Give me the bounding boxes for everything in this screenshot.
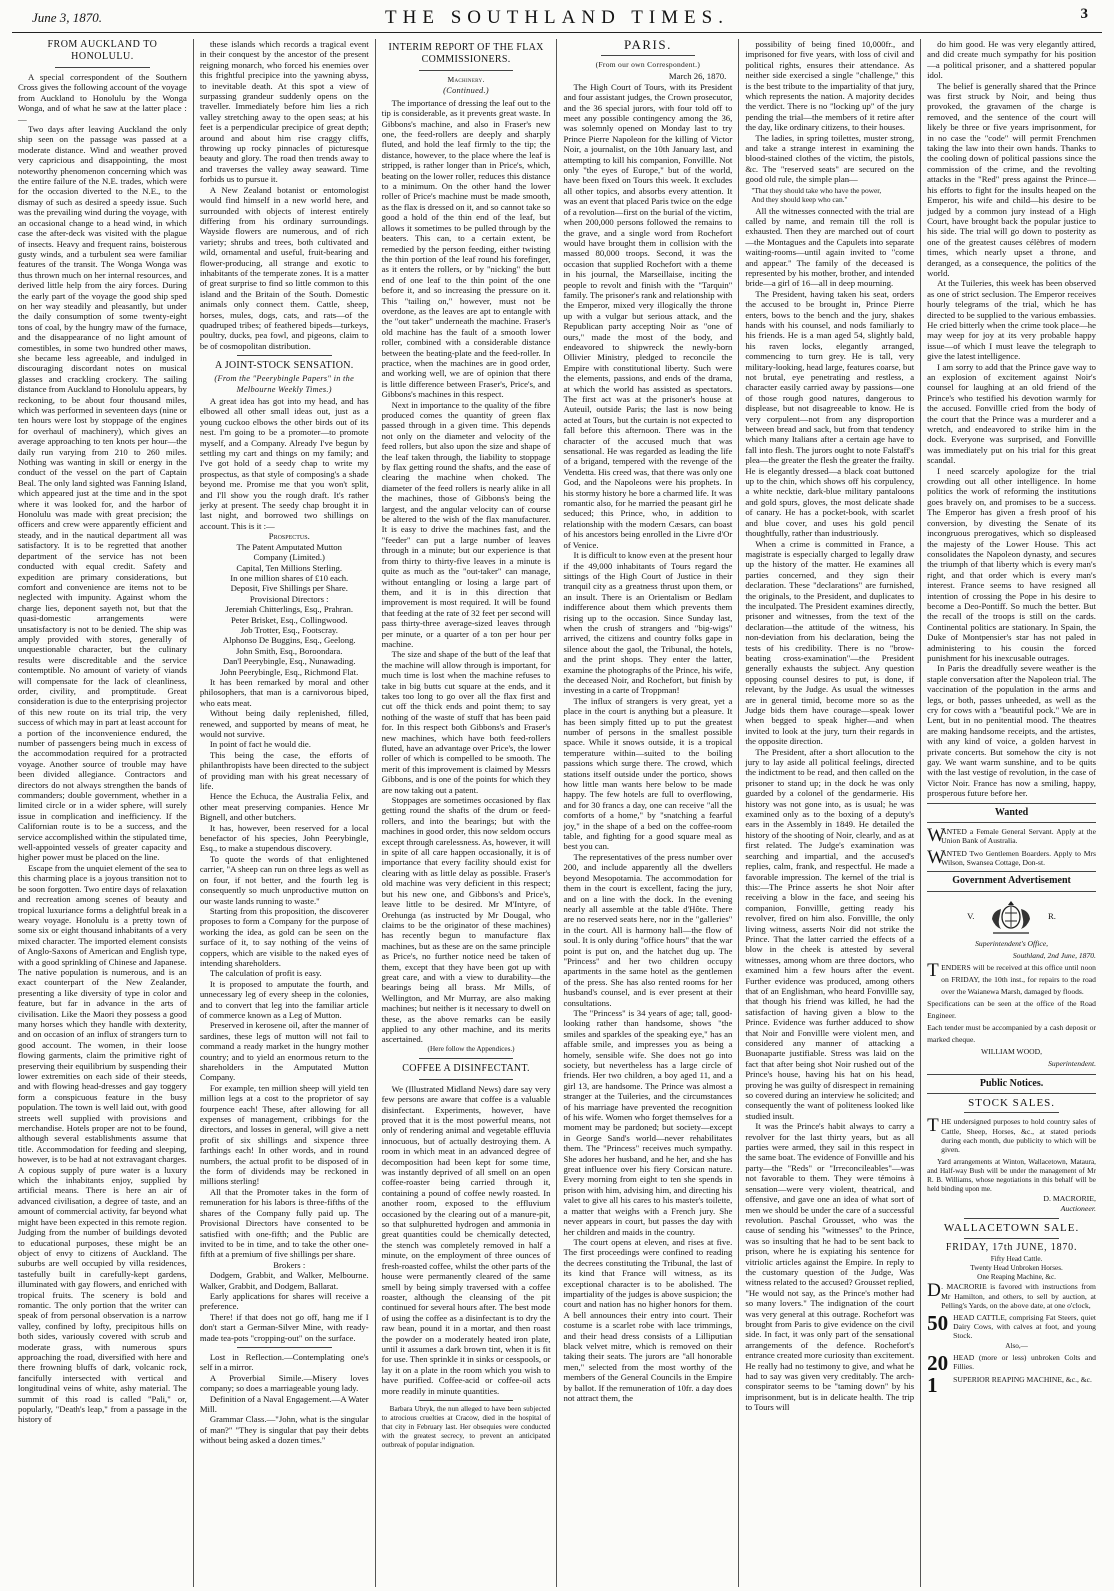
paragraph: Job Trotter, Esq., Footscray. xyxy=(240,624,338,635)
paragraph: Early applications for shares will receive a preference. xyxy=(199,1290,369,1312)
lot-item xyxy=(927,1313,1096,1340)
paragraph: Stoppages are sometimes occasioned by flax getting round the shafts of the drum or feed-rollers, and into the bearings; but with the machines in good order, this now seldom occurs except through carelessness. As, however, it will in spite of all care happen occasionally, it is of importance that every facility should exist for clearing with as little delay as possible. Fraser's old machine was very deficient in this respect; but his new one, and Gibbons's and Price's, leave little to be desired. Mr M'Intyre, of Orehunga (as instructed by Mr Dougal, who claims to be the originator of these machines) has recently begun to manufacture flax machines, but as these are on the same principle as Price's, no further notice need be taken of them, except that they have been got up with great care, and with a view to durability—the bearings being all brass. Mr Mills, of Wellington, and Mr Murray, are also making machines; but neither is it necessary to dwell on these, as the above remarks can be easily applied to any other machine, and its merits ascertained. xyxy=(381,795,551,1045)
paragraph: There! if that does not go off, hang me if I don't start a German-Silver Mine, with ready-made tea-pots "cropping-out" on the surface. xyxy=(199,1311,369,1343)
paragraph: When a crime is committed in France, a magistrate is especially charged to legally draw up the history of the matter. He examines all parties concerned, and they sign their declaration. These "declarations" are furnished, the originals, to the President, and duplicates to the inculpated. The President examines directly, prisoner and witnesses, from the text of the declaration—the attitude of the witness, his non-deviation from his declaration, being the tests of his credibility. There is no "brow-beating cross-examination"—the President generally exhausts the subject. Any question opposing counsel desires to put, is done, if relevant, by the Judge. As usual the witnesses are in general timid, become more so as the Judge bids them have courage—speak lower when begged to speak higher—and when invited to look at the jury, turn their regards in the opposite direction. xyxy=(745,538,915,747)
paragraph: Starting from this proposition, the discoverer proposes to form a Company for the purpose of working the idea, as gold can be seen on the surface of it, to say nothing of the veins of coppers, which are visible to the naked eyes of intending shareholders. xyxy=(199,905,369,968)
macrorie-title: Auctioneer. xyxy=(1060,1204,1096,1214)
article-auckland-continued xyxy=(200,39,369,351)
paragraph: Capital, Ten Millions Sterling. xyxy=(236,562,343,573)
instructions-text: . MACRORIE is favored with instructions from Mr Hamilton, and others, to sell by auction, at Pelling's Yards, on the above date, at one o'clock, xyxy=(941,1282,1096,1310)
government-date: Southland, 2nd June, 1870. xyxy=(1012,950,1096,960)
paragraph: All that the Promoter takes in the form of remuneration for his labors is three-fifths of the shares of the Company fully paid up. The Provisional Directors have consented to be satisfied with one-fifth; and the Public are invited to be in time, and to take the other one-fifth at a premium of five shillings per share. xyxy=(199,1186,369,1260)
paragraph: In Paris the dreadfully severe weather is the staple conversation after the Napoleon trial. The vaccination of the population in the arms and legs, or both, passes unheeded, as well as the cry for cows with a "beautiful pock." We are in Lent, but in no penitential mood. The theatres are making handsome receipts, and the artistes, with any kind of voice, a golden harvest in private concerts. But somehow the city is not gay. We want warm sunshine, and to be quits with the last vestige of revolution, in the case of Victor Noir. France has now a smiling, happy, prosperous future before her. xyxy=(927,663,1096,799)
paragraph: Fifty Head Cattle. xyxy=(990,1255,1043,1264)
paragraph: We (Illustrated Midland News) dare say very few persons are aware that coffee is a valuable disinfectant. Experiments, however, have proved that it is the most powerful means, not only of rendering animal and vegetable effluvia innocuous, but of actually destroying them. A room in which meat in an advanced degree of decomposition had been kept for some time, was instantly deprived of all smell on an open coffee-roaster being carried through it, containing a pound of coffee newly roasted. In another room, exposed to the effluvium occasioned by the clearing out of a manure-pit, so that sulphuretted hydrogen and ammonia in great quantities could be chemically detected, the stench was completely removed in half a minute, on the employment of three ounces of fresh-roasted coffee, whilst the other parts of the house were permanently cleared of the same smell by being simply traversed with a coffee roaster, although the cleansing of the pit continued for several hours after. The best mode of using the coffee as a disinfectant is to dry the raw bean, pound it in a mortar, and then roast the powder on a moderately heated iron plate, until it assumes a dark brown tint, when it is fit for use. Then sprinkle it in sinks or cesspools, or lay it on a plate in the room which you wish to have purified. Coffee-acid or coffee-oil acts more readily in minute quantities. xyxy=(381,1083,551,1396)
footnote-ubryk xyxy=(382,1405,551,1450)
paragraph: It has been remarked by moral and other philosophers, that man is a carnivorous biped, who eats meat. xyxy=(199,676,369,708)
yard-arrangements: Yard arrangements at Winton, Wallacetown, Mataura, and Half-way Bush will be under the management of Mr R. B. Williams, whose negotiations in this behalf will be held binding upon me. xyxy=(927,1157,1096,1193)
flax-continued: (Continued.) xyxy=(443,86,489,96)
paris-body xyxy=(563,82,732,1404)
paragraph: The High Court of Tours, with its President and four assistant judges, the Crown prosecutor, and the 36 special jurors, with four told off to meet any possible contingency among the 36, was solemnly opened on Monday last to try Prince Pierre Napoleon for the killing of Victor Noir, a journalist, on the 10th January last, and attempting to kill his companion, Fonvillle. Not only "the eyes of Europe," but of the world, have been fixed on Tours this week. It excludes all other topics, and absorbs every attention. It was an event that placed Paris twice on the edge of a revolution—first on the burial of the victim, when 200,000 persons followed the remains to the grave, and a single word from Rochefort would have brought them in collision with the massed 80,000 troops. Second, it was the occasion that supplied Rochefort with a theme in his journal, the Marseillaise, inciting the people to revolt and finish with the "Tarquin" family. The prisoner's rank and relationship with the Emperor, mixed very illogically the throne up with a vulgar but serious attack, and the Republican party accepting Noir as "one of ours," made the most of the body, and endeavored to shipwreck the newly-born Ollivier Ministry, pledged to reconcile the Empire with constitutional liberty. Such were the elements, passions, and ends of the drama, at which the world has assisted as spectators. The first act was at the prisoner's house at Auteuil, outside Paris; the last is now being acted at Tours, but the curtain is not expected to fall before this afternoon. There was in the character of the accused much that was sensational. He was regarded as leading the life of a brigand, tempered with the revenge of the Vendetta. His creed was, that there was only one God, and the Napoleons were his prophets. In his stormy history he bore a charmed life. It was romantic also, for he married the peasant girl he seduced; this Prince, who, in addition to relationship with the modern Cæsars, can boast of his ancestors being enrolled in the Livre d'Or of Venice. xyxy=(563,81,733,550)
tenders-deposit: Each tender must be accompanied by a cash deposit or marked cheque. xyxy=(927,1022,1096,1044)
issue-date: June 3, 1870. xyxy=(32,10,103,25)
paragraph: Lost in Reflection.—Contemplating one's self in a mirror. xyxy=(199,1351,369,1373)
paragraph: possibility of being fined 10,000fr., and imprisoned for five years, with loss of civil and political rights, ensures their attendance. As neither side exercised a single "challenge," this is the best tribute to the impartiality of that jury, which represents the nation. A majority decides the verdict. There is no "locking up" of the jury pending the trial—the members of it retire after the day, like ordinary citizens, to their houses. xyxy=(745,39,915,133)
lot-text: HEAD CATTLE, comprising Fat Steers, quiet Dairy Cows, with calves at foot, and young Stock. xyxy=(953,1313,1096,1341)
paragraph: John Smith, Esq., Boroondara. xyxy=(236,645,343,656)
paragraph: It was the Prince's habit always to carry a revolver for the last thirty years, but as all parties were armed, they sail in this respect in the same boat. The evidence of Fonvillle and his party—the "Reds" or "Irreconcileables"—was not favorable to them. They were témoins à sensation—were very violent, theatrical, and offensive, and gave one an idea of what sort of men we should be under the care of a successful revolution. Paschal Grousset, who was the cause of sending his "witnesses" to the Prince, was so insulting that he had to be sent back to prison, where he is expiating his sentence for vitriolic articles against the Empire. In reply to the customary question of the Judge, Was witness related to the accused? Grousset replied, "He would not say, as the Prince's mother had so many lovers." The indignation of the court was very general at this outrage. Rochefort was brought from Paris to give evidence on the civil side. In fact, it was only part of the sensational arrangements of the defence. Rochefort's entrance created more curiosity than excitement. He really had no testimony to give, and what he had to say was given very creditably. The arch-conspirator seems to be "taming down" by his imprisonment, but is in delicate health. The trip to Tours will xyxy=(745,1121,915,1413)
paragraph: To quote the words of that enlightened carrier, "A sheep can run on three legs as well as on four, if not better, and the fourth leg is consequently so much unproductive mutton on our waste lands running to waste." xyxy=(199,853,369,906)
joint-stock-source: (From the "Peerybingle Papers" in the Melbourne Weekly Times.) xyxy=(214,374,355,394)
lot-text: HEAD (more or less) unbroken Colts and Fillies. xyxy=(953,1353,1096,1372)
article-auckland-body xyxy=(18,72,187,1425)
paragraph: Next in importance to the quality of the fibre produced comes the quantity of green flax passed through in a given time. This depends not only on the diameter and velocity of the feed rollers, but also upon the size and shape of the leaf taken through, the liability to stoppage by flax getting round the shafts, and the ease of clearing the machine when choked. The diameter of the feed rollers is nearly alike in all the machines, those of Gibbons's being the largest, and the angular velocity can of course be altered to the wish of the flax manufacturer. It is easy to drive the machines fast, and the "feeder" can put a large number of leaves through in a minute; but our experience is that from thirty to thirty-five leaves in a minute is quite as much as the "out-taker" can manage, without entangling or losing a large part of them, and it is in this direction that improvement is most required. It will be found that feeding at the rate of 32 feet per second will pass thirty-three average-sized leaves through per minute, or a quarter of a ton per hour per machine. xyxy=(381,399,551,649)
page-number: 3 xyxy=(1080,6,1088,22)
also-label: Also,— xyxy=(1005,1342,1028,1351)
article-title-joint-stock: A JOINT-STOCK SENSATION. xyxy=(214,360,354,372)
paragraph: Definition of a Naval Engagement.—A Water Mill. xyxy=(199,1393,369,1414)
lot-item xyxy=(927,1351,1096,1376)
lot-text: SUPERIOR REAPING MACHINE, &c., &c. xyxy=(953,1375,1092,1385)
wanted-ad-2 xyxy=(927,846,1096,868)
tenders-spec: Specifications can be seen at the office of the Road Engineer. xyxy=(927,998,1096,1020)
paragraph: "That they should take who have the power, xyxy=(751,185,882,195)
paragraph: The representatives of the press number over 200, and include apparently all the dwellers beyond Mesopotamia. The accommodation for them in the court is excellent, facing the jury, and on a line with the dock. In the evening nearly all assemble at the table d'Hôte. There are no reserved seats here, nor in the "galleries" in the court. All is harmony hall—the flow of soul. It is only during "office hours" that the war point is put on, and the hatchet dug up. The "Princess" and her two children occupy apartments in the same hotel as the gentlemen of the press. She has also rented rooms for her husband's counsel, and is ever present at their consultations. xyxy=(563,851,733,1008)
government-ad xyxy=(927,896,1096,1070)
paragraph: A New Zealand botanist or entomologist would find himself in a new world here, and surrounded with objects of interest entirely differing from his ordinary surroundings. Wayside flowers are numerous, and of rich variety; shrubs and trees, both cultivated and wild, ornamental and useful, fruit-bearing and flower-producing, all strange and exotic to inhabitants of the temperate zones. It is a matter of great surprise to find so little common to this island and the Britain of the South. Domestic animals only connect them. Cattle, sheep, horses, mules, dogs, cats, and rats—of the quadruped tribes; of feathered bipeds—turkeys, poultry, ducks, pea fowl, and pigeons, claim to be of cosmopolitan distribution. xyxy=(199,184,369,351)
jokes xyxy=(200,1352,369,1446)
paragraph: Hence the Echuca, the Australia Felix, and other meat preserving companies. Hence Mr Bignell, and other butchers. xyxy=(199,791,369,823)
prospectus-label: Prospectus. xyxy=(268,531,310,542)
dropcap-d: D xyxy=(927,1280,941,1302)
newspaper-title: THE SOUTHLAND TIMES. xyxy=(385,7,729,28)
paragraph: The calculation of profit is easy. xyxy=(209,968,322,979)
column-1 xyxy=(12,39,193,1587)
flax-body xyxy=(382,98,551,1045)
paragraph: The Patent Amputated Mutton xyxy=(236,541,342,552)
paragraph: At the Tuileries, this week has been observed as one of strict seclusion. The Emperor receives hourly telegrams of the trial, which he has directed to be supplied to the various embassies. He cried bitterly when the crime took place—he may weep for joy at its very probable happy issue—of which I must leave the telegraph to give the latest intelligence. xyxy=(927,278,1096,362)
paris-continued-b xyxy=(745,206,914,1413)
column-5 xyxy=(738,39,920,1587)
paragraph: And they should keep who can." xyxy=(751,195,848,205)
stock-sales-notice xyxy=(927,1117,1096,1154)
columns xyxy=(12,39,1102,1587)
public-notices-heading: Public Notices. xyxy=(979,1077,1044,1089)
paragraph: Without being daily replenished, filled, renewed, and supported by means of meat, he would not survive. xyxy=(199,708,369,739)
cipher-r: R. xyxy=(1048,911,1056,922)
paris-continued-a xyxy=(745,39,914,185)
paragraph: I need scarcely apologize for the trial crowding out all other intelligence. In home politics the work of reforming the institutions goes bravely on, and promises to be a success. The Emperor has given a fresh proof of his conversion, by divesting the Senate of its incongruous prerogatives, which so displeased the majesty of the Lower House. This act consolidates the Napoleon dynasty, and secures the triumph of that liberty which is every man's right, and that order which is every man's interest. France seems to have resigned all intention of crossing the Pope in his desire to become a Deo-Pontiff. So much the better. But the recall of the troops is still on the cards. Continental politics are stationary. In Spain, the Duke of Montpensier's star has not paled in administering to his cousin the forced punishment for his inexcusable outrages. xyxy=(927,465,1096,663)
joint-stock-body-2 xyxy=(200,1291,369,1343)
paragraph: It is proposed to amputate the fourth, and unnecessary leg of every sheep in the colonies, and to convert that leg into the familiar article of commerce known as a Leg of Mutton. xyxy=(199,978,369,1020)
stock-sales-title: STOCK SALES. xyxy=(968,1097,1056,1110)
paragraph: In one million shares of £10 each. xyxy=(230,572,349,583)
wanted-ads xyxy=(927,827,1096,867)
paragraph: All the witnesses connected with the trial are called by name, and remain till the roll is exhausted. Then they are marched out of court—the Montagues and the Capulets into separate waiting-rooms—until again invited to "come and appear." The family of the deceased is represented by his mother, brother, and intended bride—a girl of 16—all in deep mourning. xyxy=(745,205,915,289)
royal-coat-of-arms-icon xyxy=(983,899,1039,937)
paragraph: A Proverbial Simile.—Misery loves company; so does a marriageable young lady. xyxy=(199,1372,369,1394)
article-title-paris: PARIS. xyxy=(623,39,672,52)
paragraph: Escape from the unquiet element of the sea to this charming place is a joyous transition not to be soon forgotten. Two entire days of relaxation and recreation among scenes of beauty and tropical luxuriance forms a delightful break in a weary voyage. Honolulu is a pretty town of some six or eight thousand inhabitants of a very mixed character. The imported element consists of Anglo-Saxons of American and English type, with a good sprinkling of Chinese and Japanese. The native population is numerous, and is an exact counterpart of the New Zealander, presenting a like diversity of type in color and feature, but far in advance in the arts of civilisation. Like the Maori they possess a good many horses which they handle with dexterity, and on occasion of an influx of strangers turn to good account. The women, in their loose flowing garments, claim the primitive right of preserving their equilibrium by suspending their lower extremities on each side of their steeds, and with flowing head-dresses and gay toggery form a conspicuous feature in the busy population. The town is well laid out, with good streets well supplied with provisions and merchandise. Hotels proper are not to be found, although several establishments assume that title. Accommodation for feeding and sleeping, however, is to be had at not extravagant charges. A copious supply of pure water is a luxury which the inhabitants enjoy, supplied by artificial means. There is here an air of advanced civilisation, a degree of taste, and an amount of commercial activity, far beyond what might have been expected in this remote region. Judging from the number of buildings devoted to educational purposes, these might be an object of envy to citizens of Auckland. The suburbs are well occupied by villa residences, tastefully built in carefully-kept gardens, illuminated with gay flowers, and enriched with tropical fruits. The scenery is bold and romantic. The only portion that the writer can speak of from personal observation is a narrow valley, confined by lofty, precipitous hills on both sides, variously covered with scrub and moderate grass, with numerous spurs approaching the road, diversified with here and there frowning bluffs of dark, volcanic rock, fancifully intersected with vertical and longitudinal veins of white, ashy material. The summit of this road is called "Pali," or, popularly, "Death's leap," from a passage in the history of xyxy=(18,862,187,1425)
instructions-notice xyxy=(927,1282,1096,1310)
column-3 xyxy=(375,39,557,1587)
lot-number: 20 xyxy=(927,1351,949,1376)
column-6 xyxy=(920,39,1102,1587)
paragraph: In point of fact he would die. xyxy=(209,739,311,750)
appendices-note: (Here follow the Appendices.) xyxy=(427,1044,515,1053)
paragraph: The size and shape of the butt of the leaf that the machine will allow through is important, for much time is lost when the machine refuses to take in big butts cut square at the ends, and it takes too long to go over all the flax first and cut off the thick ends and point them; to say nothing of the waste of stuff that has been paid for. In this respect both Gibbons's and Fraser's new machines, which have both feed-rollers fluted, have an advantage over Price's, the lower roller of which is compelled to be smooth. The merit of this improvement is claimed by Messrs Gibbons, and is one of the points for which they are now taking out a patent. xyxy=(381,649,551,795)
brokers-list: Dodgem, Grabbit, and Walker, Melbourne. Walker, Grabbit, and Dodgem, Ballarat. xyxy=(199,1270,369,1291)
paragraph: A special correspondent of the Southern Cross gives the following account of the voyage from Auckland to Honolulu by the Wonga Wonga, and of what he saw at the latter place :— xyxy=(18,72,187,124)
wanted-ad-1-text: ANTED a Female General Servant. Apply at the Union Bank of Australia. xyxy=(941,827,1096,846)
paragraph: Alphonso De Buggins, Esq., Geelong. xyxy=(222,635,356,646)
paragraph: This being the case, the efforts of philanthropists have been directed to the subject of providing man with his great necessary of life. xyxy=(199,749,369,792)
paragraph: Company (Limited.) xyxy=(253,552,325,563)
lot-item xyxy=(927,1373,1096,1398)
paragraph: The "Princess" is 34 years of age; tall, good-looking rather than handsome, shows "the smiles and sparkles of the speaking eye," has an affable smile, and impresses you as being a homely, sensible wife. She does not go into society, but nevertheless has a large circle of friends. Her two children, a boy aged 11, and a girl 13, are handsome. The Prince was almost a stranger at the Tuileries, and the circumstances of his marriage have prevented the recognition of his wife. Women who forget themselves for a moment may be pardoned; but society—except in George Sand's world—never rehabilitates them. The "Princess" receives much sympathy. She adores her husband, and he her, and she has great influence over his fiery Corsican nature. Every morning from eight to ten she spends in prison with him, advising him, and directing his valet to give all his cares to his master's toilette, a matter that weighs with a French jury. She never appears in court, but passes the day with her children and maids in the country. xyxy=(563,1007,733,1237)
sale-lots-summary xyxy=(927,1255,1096,1282)
government-signer: WILLIAM WOOD, xyxy=(981,1046,1043,1056)
paris-byline: (From our own Correspondent.) xyxy=(595,60,701,69)
paragraph: One Reaping Machine, &c. xyxy=(977,1273,1056,1282)
paragraph: Two days after leaving Auckland the only ship seen on the passage was passed at a moderate distance. Wind and weather proved very capricious and disappointing, the most noteworthy phenomenon concerning which was the entire failure of the N.E. trades, which were for the occasion diverted to the N.E., to the dismay of such as desired a speedy issue. Such was the prevailing wind during the voyage, with an occasional change to a head wind, in which case the after-deck was visited with the plague of insects. Heavy and frequent rains, boisterous gusty winds, and a turbulent sea were familiar features of the transit. The Wonga Wonga was thus thrown much on her internal resources, and derived little help from the airy forces. During the early part of the voyage the good ship sped on her way steadily and pleasantly, but under the daily consumption of some twenty-eight tons of coal, by the hungry maw of the furnace, and the disappearance of no light amount of comestibles, in some two hundred other maws, she became less agreeable, and indulged in discouraging discordant notes on musical glasses and crackling crockery. The sailing distance from Auckland to Honolulu appears, by reckoning, to be about four thousand miles, which was performed in seventeen days (nine or ten hours were lost by stoppage of the engines for overhaul of machinery), which gives an average approaching to ten knots per hour—the daily run varying from 210 to 260 miles. Nothing was wanting in skill or energy in the conduct of the vessel on the part of Captain Beal. The only land sighted was Fanning Island, which appeared just at the time and in the spot where it was looked for, and the harbor of Honolulu was made with great precision; the officers and crew were apparently efficient and steady, and in the nautical department all was satisfactory. It is to be regretted that another department of the service has not been conducted with equal credit. Safety and expedition are primary considerations, but comfort and convenience are items not to be neglected with impunity. Against whom the charge lies, deponent sayeth not, but that the quasi-domestic arrangements were unsatisfactory is not to be denied. The ship was amply provided with stores, generally of unquestionable character, but the culinary results were discreditable and the service contemptible. No amount of variety of viands will compensate for the lack of cleanliness, order, civility, and promptitude. Great consideration is due to the enterprising projector of this new route on its trial trip, the very success of which may in part at least account for a portion of the inconvenience endured, the number of passengers being much in excess of the accommodation required for a protracted voyage. Another source of trouble may have been divided allegiance. Contractors and directors do not always strengthen the bands of commanders; double government, whether in a limited circle or in a wider sphere, will surely issue in complication and inefficiency. If the Californian route is to be a success, and the service accomplished within the stipulated time, well-appointed vessels of greater capacity and higher power must be placed on the line. xyxy=(18,124,187,863)
joint-stock-body xyxy=(200,677,369,1260)
joint-stock-intro: A great idea has got into my head, and has elbowed all other small ideas out, just as a young cuckoo elbows the other birds out of its nest. I'm going to be a promoter—to promote myself, and a Company. Already I've begun by settling my cart and things on my family; and I've got hold of a seedy chap to write my prospectus, as that style of composing's a shade beyond me. Promise me that you won't split, and I'll show you the rough draft. It's rather jerky at present. The seedy chap brought it in last night, and borrowed two shillings on account. This is it :— xyxy=(199,396,369,531)
stock-sales-ad xyxy=(927,1117,1096,1154)
instructions-ad xyxy=(927,1282,1096,1310)
paragraph: these islands which records a tragical event in their conquest by the ancestor of the present reigning monarch, who forced his enemies over this frightful precipice into the yawning abyss, to inevitable death. At this spot a view of surpassing grandeur suddenly opens on the traveller. Immediately before him lies a rich valley stretching away to the open seas; at his feet is a perpendicular precipice of great depth; around and about him rise craggy cliffs, throwing up rocky pinnacles of picturesque beauty and glory. The road then trends away to and traverses the valley away seaward. Time forbids us to pursue it. xyxy=(199,39,369,185)
lots-list xyxy=(927,1311,1096,1398)
paragraph: John Peerybingle, Esq., Richmond Flat. xyxy=(220,666,359,677)
masthead xyxy=(12,4,1102,33)
lot-number: 50 xyxy=(927,1311,949,1336)
paragraph: Grammar Class.—"John, what is the singular of man?" "They is singular that pay their debts without being asked a dozen times." xyxy=(199,1414,369,1446)
dropcap-w-2: W xyxy=(927,846,946,868)
paris-dateline: March 26, 1870. xyxy=(668,71,727,82)
paragraph: The belief is generally shared that the Prince was first struck by Noir, and being thus provoked, the gravamen of the charge is removed, and the sentence of the court will likely be three or five years imprisonment, for in no case the "code" will permit Frenchmen taking the law into their own hands. Thanks to the cooling down of political passions since the commission of the crime, and the revolting attacks in the "Red" press against the Prince—his efforts to fight for the insults heaped on the Emperor, his wife and child—his desire to be judged by a common jury instead of a High Court, have brought back the popular justice to his side. The trial will go down to posterity as one of the greatest causes célèbres of modern times, which nearly upset a throne, and deranged, as a consequence, the politics of the world. xyxy=(927,80,1096,278)
government-office: Superintendent's Office, xyxy=(975,938,1048,948)
column-4 xyxy=(556,39,738,1587)
paragraph: The President, having taken his seat, orders the accused to be brought in, Prince Pierre enters, bows to the bench and the jury, shakes hands with his counsel, and nods familiarly to his friends. He is a man aged 54, slightly bald, his raven locks, elegantly arranged, commencing to turn grey. He is tall, very military-looking, head large, features coarse, but not brutal, eye penetrating and restless, a character easily carried away by passions—one of those rough good natures, dangerous to displease, but not disagreeable to know. He is very corpulent—not from any disproportion between bread and sack, but from that tendency which many Italians after a certain age have to fall into flesh. The jurors ought to note Falstaff's plea—the greater the flesh the greater the frailty. He is elegantly dressed—a black coat buttoned up to the chin, which shows off his corpulency, a white necktie, dark-blue military pantaloons and gold spurs, gloves, the most delicate shade of canary. He has a pocket-book, with scarlet and blue cover, and uses his gold pencil thoughtfully, rather than industriously. xyxy=(745,288,915,539)
paragraph: The importance of dressing the leaf out to the tip is considerable, as it prevents great waste. In Gibbons's machine, and also in Fraser's new one, the feed-rollers are deeply and sharply fluted, and hold the leaf firmly to the tip; the distance, however, to the place where the leaf is stripped, is rather longer than in Price's, which, beating on the lower roller, reduces this distance to a minimum. On the other hand the lower roller of Price's machine must be made smooth, as the flax is dressed on it, and so cannot take so good a hold of the thin end of the leaf, but allows it sometimes to be pulled through by the beaters. This can, to a certain extent, be remedied by the person feeding, either twisting the thin portion of the leaf round his forefinger, as it enters the rollers, or by "nicking" the butt end of one leaf to the thin point of the one before it, and so increasing the pressure on it. This "tailing on," however, must not be overdone, as the leaves are apt to entangle with the "out taker" underneath the machine. Fraser's old machine has the fault of a smooth lower roller, combined with a considerable distance between the beating-plate and the feed-roller. In practice, when the machines are in good order, and working well, we are of opinion that there is little difference between Fraser's, Price's, and Gibbons's machines in this respect. xyxy=(381,97,551,400)
paragraph: The President, after a short allocution to the jury to lay aside all political feelings, directed the indictment to be read, and then called on the prisoner to stand up; in the dock he was only guarded by a colonel of the gendarmerie. His history was not gone into, as is usual; he was examined only as to the boxing of a deputy's ears in the Assembly in 1849. He detailed the history of the shooting of Noir, clearly, and as at first related. The Judge's examination was searching and impartial, and the accused's replies, calm, frank, and respectful. He made a favorable impression. The kernel of the trial is this:—The Prince asserts he shot Noir after receiving a blow in the face, and seeing his companion, Fonvillle, getting ready his revolver, fired on him also. Fonvillle, the only living witness, asserts Noir did not strike the Prince. That the latter carried the effects of a blow in the cheek is attested by several witnesses, among whom are three doctors, who examined him a few hours after the event. Further evidence was produced, among others that of an Englishman, who heard Fonvillle say, that though his friend was killed, he had the satisfaction of having given a blow to the Prince. Evidence was further adduced to show that Noir and Fonvillle were violent men, and considered any manner of attacking a Buonaparte justifiable. Stress was laid on the fact that after being shot Noir rushed out of the Prince's house, having his hat on his head, proving he was guilty of disrespect in remaining so covered during an interview he solicited; and consequently the want of politeness looked like studied insult. xyxy=(745,746,915,1121)
paragraph: I am sorry to add that the Prince gave way to an explosion of excitement against Noir's counsel for laughing at an old friend of the Prince's who testified his devotion warmly for the accused. Fonvillle cried from the body of the court that the Prince was a murderer and a wretch, and endeavored to strike him in the dock. Everyone was surprised, and Fonvillle was immediately put on his trial for this great scandal. xyxy=(927,361,1096,466)
dropcap-w: W xyxy=(927,825,946,847)
paragraph: Dan'l Peerybingle, Esq., Nunawading. xyxy=(222,656,356,667)
stock-sales-text: HE undersigned purposes to hold country sales of Cattle, Sheep, Horses, &c., at stated periods during each month, due publicity to which will be given. xyxy=(941,1117,1096,1155)
quote-block xyxy=(745,185,914,206)
prospectus-lines xyxy=(200,542,369,677)
footnote-text: Barbara Ubryk, the nun alleged to have been subjected to atrocious cruelties at Cracow, died in the hospital of that city in February last. Her obsequies were conducted with the greatest secrecy, to prevent an anticipated outbreak of popular indignation. xyxy=(381,1404,551,1449)
paragraph: Peter Brisket, Esq., Collingwood. xyxy=(230,614,348,625)
paragraph: It is difficult to know even at the present hour if the 49,000 inhabitants of Tours regard the sittings of the High Court of Justice in their tranquil city as a greatness thrust upon them, or an insult. There is an Orientalism or Bedlam indifference about them which prevents them rising up to the occasion. Since Sunday last, when the crush of strangers and "big-wigs" arrived, the citizens and country folks gape in silence about the gaol, the Tribunal, the hotels, and the print shops. They enter the latter, examine the photographs of the Prince, his wife, the deceased Noir, and Rochefort, but finish by investing in a carte of Troppman! xyxy=(563,550,733,696)
tenders-notice xyxy=(927,959,1096,998)
wallacetown-sale-title: WALLACETOWN SALE. xyxy=(943,1222,1080,1235)
paragraph: Deposit, Five Shillings per Share. xyxy=(230,583,348,594)
paragraph: For example, ten million sheep will yield ten million legs at a cost to the proprietor of say fourpence each! These, after allowing for all expenses of management, cribbings for the directors, and losses in general, will give a nett profit of six shillings and sixpence three farthings each! In other words, and in round numbers, the actual profit to be disposed of in the form of dividends may be reckoned in millions sterling! xyxy=(199,1082,369,1187)
government-signer-title: Superintendent. xyxy=(1048,1058,1096,1068)
coffee-body xyxy=(382,1084,551,1396)
column-2 xyxy=(193,39,375,1587)
paris-continued-c xyxy=(927,39,1096,799)
dropcap-t: T xyxy=(927,959,939,981)
flax-subtitle: Machinery. xyxy=(447,75,485,84)
dropcap-t-2: T xyxy=(927,1115,939,1137)
lot-number: 1 xyxy=(927,1373,938,1398)
paragraph: The ladies, in spring toilettes, muster strong, and take a strange interest in examining the blood-stained clothes of the victim, the pistols, &c. The "reserved seats" are secured on the good old rule, the simple plan— xyxy=(745,132,915,185)
paragraph: Jeremiah Chitterlings, Esq., Prahran. xyxy=(225,604,354,615)
article-title-auckland: FROM AUCKLAND TO HONOLULU. xyxy=(47,39,158,62)
paragraph: Twenty Head Unbroken Horses. xyxy=(970,1264,1063,1273)
government-heading: Government Advertisement xyxy=(952,875,1071,887)
article-title-flax: INTERIM REPORT OF THE FLAX COMMISSIONERS. xyxy=(388,42,544,65)
paragraph: Preserved in kerosene oil, after the manner of sardines, these legs of mutton will not fail to command a ready market in the hungry mother country; and to yield an enormous return to the shareholders in the Amputated Mutton Company. xyxy=(199,1020,369,1083)
article-title-coffee: COFFEE A DISINFECTANT. xyxy=(402,1062,530,1074)
wallacetown-sale-date: FRIDAY, 17th JUNE, 1870. xyxy=(945,1241,1078,1253)
paragraph: It has, however, been reserved for a local benefactor of his species, John Peerybingle, Esq., to make a stupendous discovery. xyxy=(199,822,369,854)
brokers-label: Brokers : xyxy=(273,1259,306,1270)
macrorie-signer: D. MACRORIE, xyxy=(1043,1193,1096,1203)
royal-arms-row xyxy=(927,896,1096,938)
wanted-heading: Wanted xyxy=(994,806,1029,818)
cipher-v: V. xyxy=(967,911,975,922)
wanted-ad-2-text: ANTED Two Gentlemen Boarders. Apply to Mrs Wilson, Swansea Cottage, Don-st. xyxy=(941,848,1096,867)
paragraph: The influx of strangers is very great, yet a place in the court is anything but a pleasure. It has been simply fitted up to put the greatest number of persons in the smallest possible space. While it snows outside, it is a tropical temperature within—suited to the boiling passions which surge there. The crowd, which stations itself outside under the portico, shows how little man wants here below to be made happy. The few hotels are full to overflowing, and for 30 francs a day, one can receive "all the comforts of a home," by "snatching a fearful joy," in the shape of a bed on the coffee-room table, and fighting for a good square meal as best you can. xyxy=(563,695,733,852)
tenders-text: ENDERS will be received at this office until noon on FRIDAY, the 10th inst., for repairs to the road over the Waianewa Marsh, damaged by floods. xyxy=(941,962,1096,996)
paragraph: The court opens at eleven, and rises at five. The first proceedings were confined to reading the decrees constituting the Tribunal, the last of its kind that France will witness, as its exceptional character is to be abolished. The impartiality of the judges is above suspicion; the court and nation has no higher honors for them. A bell announces their entry into court. Their costume is a scarlet robe with lace trimmings, and their head dress consists of a Lilliputian black velvet mitre, which is removed on their taking their seats. The jurors are "all honorable men," selected from the most worthy of the members of the General Councils in the Empire by ballot. If the remuneration of 10fr. a day does not attract them, the xyxy=(563,1236,733,1403)
paragraph: do him good. He was very elegantly attired, and did create much sympathy for his position—a political prisoner, and a shattered popular idol. xyxy=(927,39,1096,81)
paragraph: Provisional Directors : xyxy=(249,593,329,604)
wanted-ad-1 xyxy=(927,827,1096,846)
